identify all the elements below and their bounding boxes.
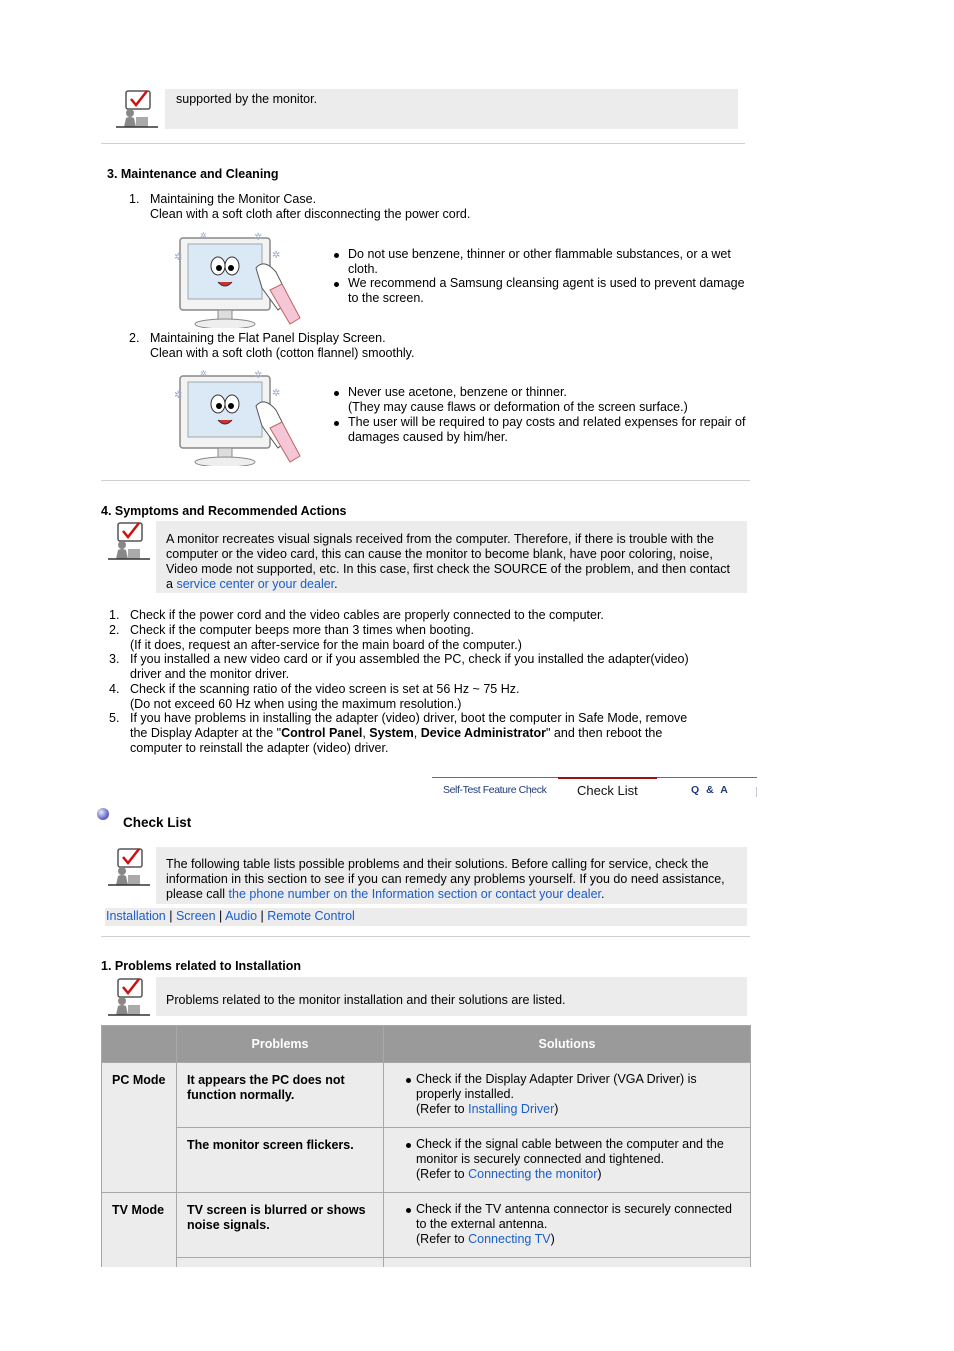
category-links-bar bbox=[105, 908, 747, 926]
installing-driver-link[interactable]: Installing Driver bbox=[468, 1102, 555, 1116]
solution-cell: Check if the Display Adapter Driver (VGA Driver) is properly installed. (Refer to Installing Driver) bbox=[384, 1063, 751, 1128]
note-icon bbox=[108, 521, 152, 561]
header-problems: Problems bbox=[177, 1026, 384, 1063]
step-number: 5. bbox=[109, 711, 120, 725]
step-number: 1. bbox=[109, 608, 120, 622]
table-header-row bbox=[102, 1026, 751, 1063]
bullet-item: We recommend a Samsung cleansing agent is used to prevent damage to the screen. bbox=[334, 276, 748, 306]
divider bbox=[101, 143, 745, 144]
solution-cell: Check if the signal cable between the computer and the monitor is securely connected and tightened. (Refer to Connecting the monitor) bbox=[384, 1128, 751, 1193]
service-center-link[interactable]: service center or your dealer bbox=[176, 577, 335, 591]
table-row bbox=[102, 1193, 751, 1258]
bullet-orb-icon bbox=[97, 808, 109, 820]
step-number: 2. bbox=[109, 623, 120, 637]
top-note bbox=[165, 89, 738, 129]
tab-bar bbox=[432, 777, 757, 801]
list-number: 1. bbox=[129, 192, 140, 206]
step-text: Check if the scanning ratio of the video screen is set at 56 Hz ~ 75 Hz. bbox=[130, 682, 520, 696]
divider bbox=[101, 480, 750, 481]
link-remote-control[interactable]: Remote Control bbox=[267, 909, 355, 923]
list-item-text: Maintaining the Monitor Case. bbox=[150, 192, 317, 206]
step-text: If you installed a new video card or if you assembled the PC, check if you installed the adapter(video) bbox=[130, 652, 689, 666]
table-row bbox=[102, 1128, 751, 1193]
section-title-symptoms: 4. Symptoms and Recommended Actions bbox=[101, 504, 347, 518]
category-links: Installation | Screen | Audio | Remote Control bbox=[106, 909, 355, 923]
symptoms-note bbox=[156, 521, 747, 593]
problem-cell: It appears the PC does not function normally. bbox=[177, 1063, 384, 1128]
list-item-text: Maintaining the Flat Panel Display Screen. bbox=[150, 331, 386, 345]
problem-cell: TV screen is blurred or shows noise signals. bbox=[177, 1193, 384, 1258]
mode-cell: PC Mode bbox=[102, 1063, 177, 1193]
monitor-case-cleaning-image bbox=[160, 228, 310, 328]
tab-self-test[interactable]: Self-Test Feature Check bbox=[443, 784, 547, 796]
link-screen[interactable]: Screen bbox=[175, 909, 216, 923]
tab-underline bbox=[432, 777, 558, 778]
bullet-item: Never use acetone, benzene or thinner. bbox=[334, 385, 748, 400]
check-list-note bbox=[156, 847, 747, 904]
bullet-item: Do not use benzene, thinner or other flammable substances, or a wet cloth. bbox=[334, 247, 748, 277]
tab-check-list[interactable]: Check List bbox=[577, 783, 638, 798]
header-mode bbox=[102, 1026, 177, 1063]
phone-number-link[interactable]: the phone number on the Information section or contact your dealer bbox=[228, 887, 602, 901]
list-item-text: Clean with a soft cloth (cotton flannel) smoothly. bbox=[150, 346, 415, 360]
connecting-tv-link[interactable]: Connecting TV bbox=[468, 1232, 551, 1246]
installation-note-text: Problems related to the monitor installation and their solutions are listed. bbox=[166, 993, 566, 1007]
tab-active-indicator bbox=[558, 777, 657, 779]
bullet-continuation: (They may cause flaws or deformation of the screen surface.) bbox=[348, 400, 688, 414]
mode-cell: TV Mode bbox=[102, 1193, 177, 1272]
list-number: 2. bbox=[129, 331, 140, 345]
link-audio[interactable]: Audio bbox=[225, 909, 258, 923]
check-list-title: Check List bbox=[123, 815, 192, 830]
section-title-maintenance: 3. Maintenance and Cleaning bbox=[107, 167, 279, 181]
tab-separator bbox=[756, 787, 757, 797]
note-icon bbox=[108, 847, 152, 887]
list-item-text: Clean with a soft cloth after disconnecting the power cord. bbox=[150, 207, 471, 221]
step-text: Check if the power cord and the video cables are properly connected to the computer. bbox=[130, 608, 604, 622]
top-note-text: supported by the monitor. bbox=[176, 92, 318, 106]
step-text: If you have problems in installing the adapter (video) driver, boot the computer in Safe Mode, remove bbox=[130, 711, 688, 725]
problems-table bbox=[101, 1025, 751, 1272]
step-text: (If it does, request an after-service for the main board of the computer.) bbox=[130, 638, 522, 652]
step-text: computer to reinstall the adapter (video) driver. bbox=[130, 741, 389, 755]
step-number: 4. bbox=[109, 682, 120, 696]
flat-panel-cleaning-image bbox=[160, 366, 310, 466]
header-solutions: Solutions bbox=[384, 1026, 751, 1063]
step-number: 3. bbox=[109, 652, 120, 666]
tab-qa[interactable]: Q & A bbox=[691, 784, 730, 796]
symptoms-note-text: A monitor recreates visual signals received from the computer. Therefore, if there is trouble with the computer or the video card, this can cause the monitor to become blank, have poor coloring, noise, Video mode not supported, etc. In this case, first check the SOURCE of the problem, and then contact a service center or your dealer. bbox=[166, 532, 730, 591]
table-row bbox=[102, 1063, 751, 1128]
step-text: Check if the computer beeps more than 3 times when booting. bbox=[130, 623, 474, 637]
link-installation[interactable]: Installation bbox=[106, 909, 166, 923]
step-text: (Do not exceed 60 Hz when using the maximum resolution.) bbox=[130, 697, 462, 711]
section-title-installation: 1. Problems related to Installation bbox=[101, 959, 302, 973]
connecting-monitor-link[interactable]: Connecting the monitor bbox=[468, 1167, 598, 1181]
step-text: driver and the monitor driver. bbox=[130, 667, 290, 681]
problem-cell: The monitor screen flickers. bbox=[177, 1128, 384, 1193]
note-icon bbox=[116, 89, 160, 129]
bullet-item: The user will be required to pay costs and related expenses for repair of damages caused by him/her. bbox=[334, 415, 748, 445]
page-bottom-mask bbox=[90, 1267, 770, 1351]
note-icon bbox=[108, 977, 152, 1017]
step-text: the Display Adapter at the "Control Panel, System, Device Administrator" and then reboot the bbox=[130, 726, 663, 740]
tab-underline bbox=[657, 777, 757, 778]
solution-cell: Check if the TV antenna connector is securely connected to the external antenna. (Refer to Connecting TV) bbox=[384, 1193, 751, 1258]
divider bbox=[101, 936, 750, 937]
installation-note bbox=[156, 977, 747, 1016]
check-list-note-text: The following table lists possible problems and their solutions. Before calling for service, check the information in this section to see if you can remedy any problems yourself. If you do need assistance, please call the phone number on the Information section or contact your dealer. bbox=[166, 857, 725, 901]
